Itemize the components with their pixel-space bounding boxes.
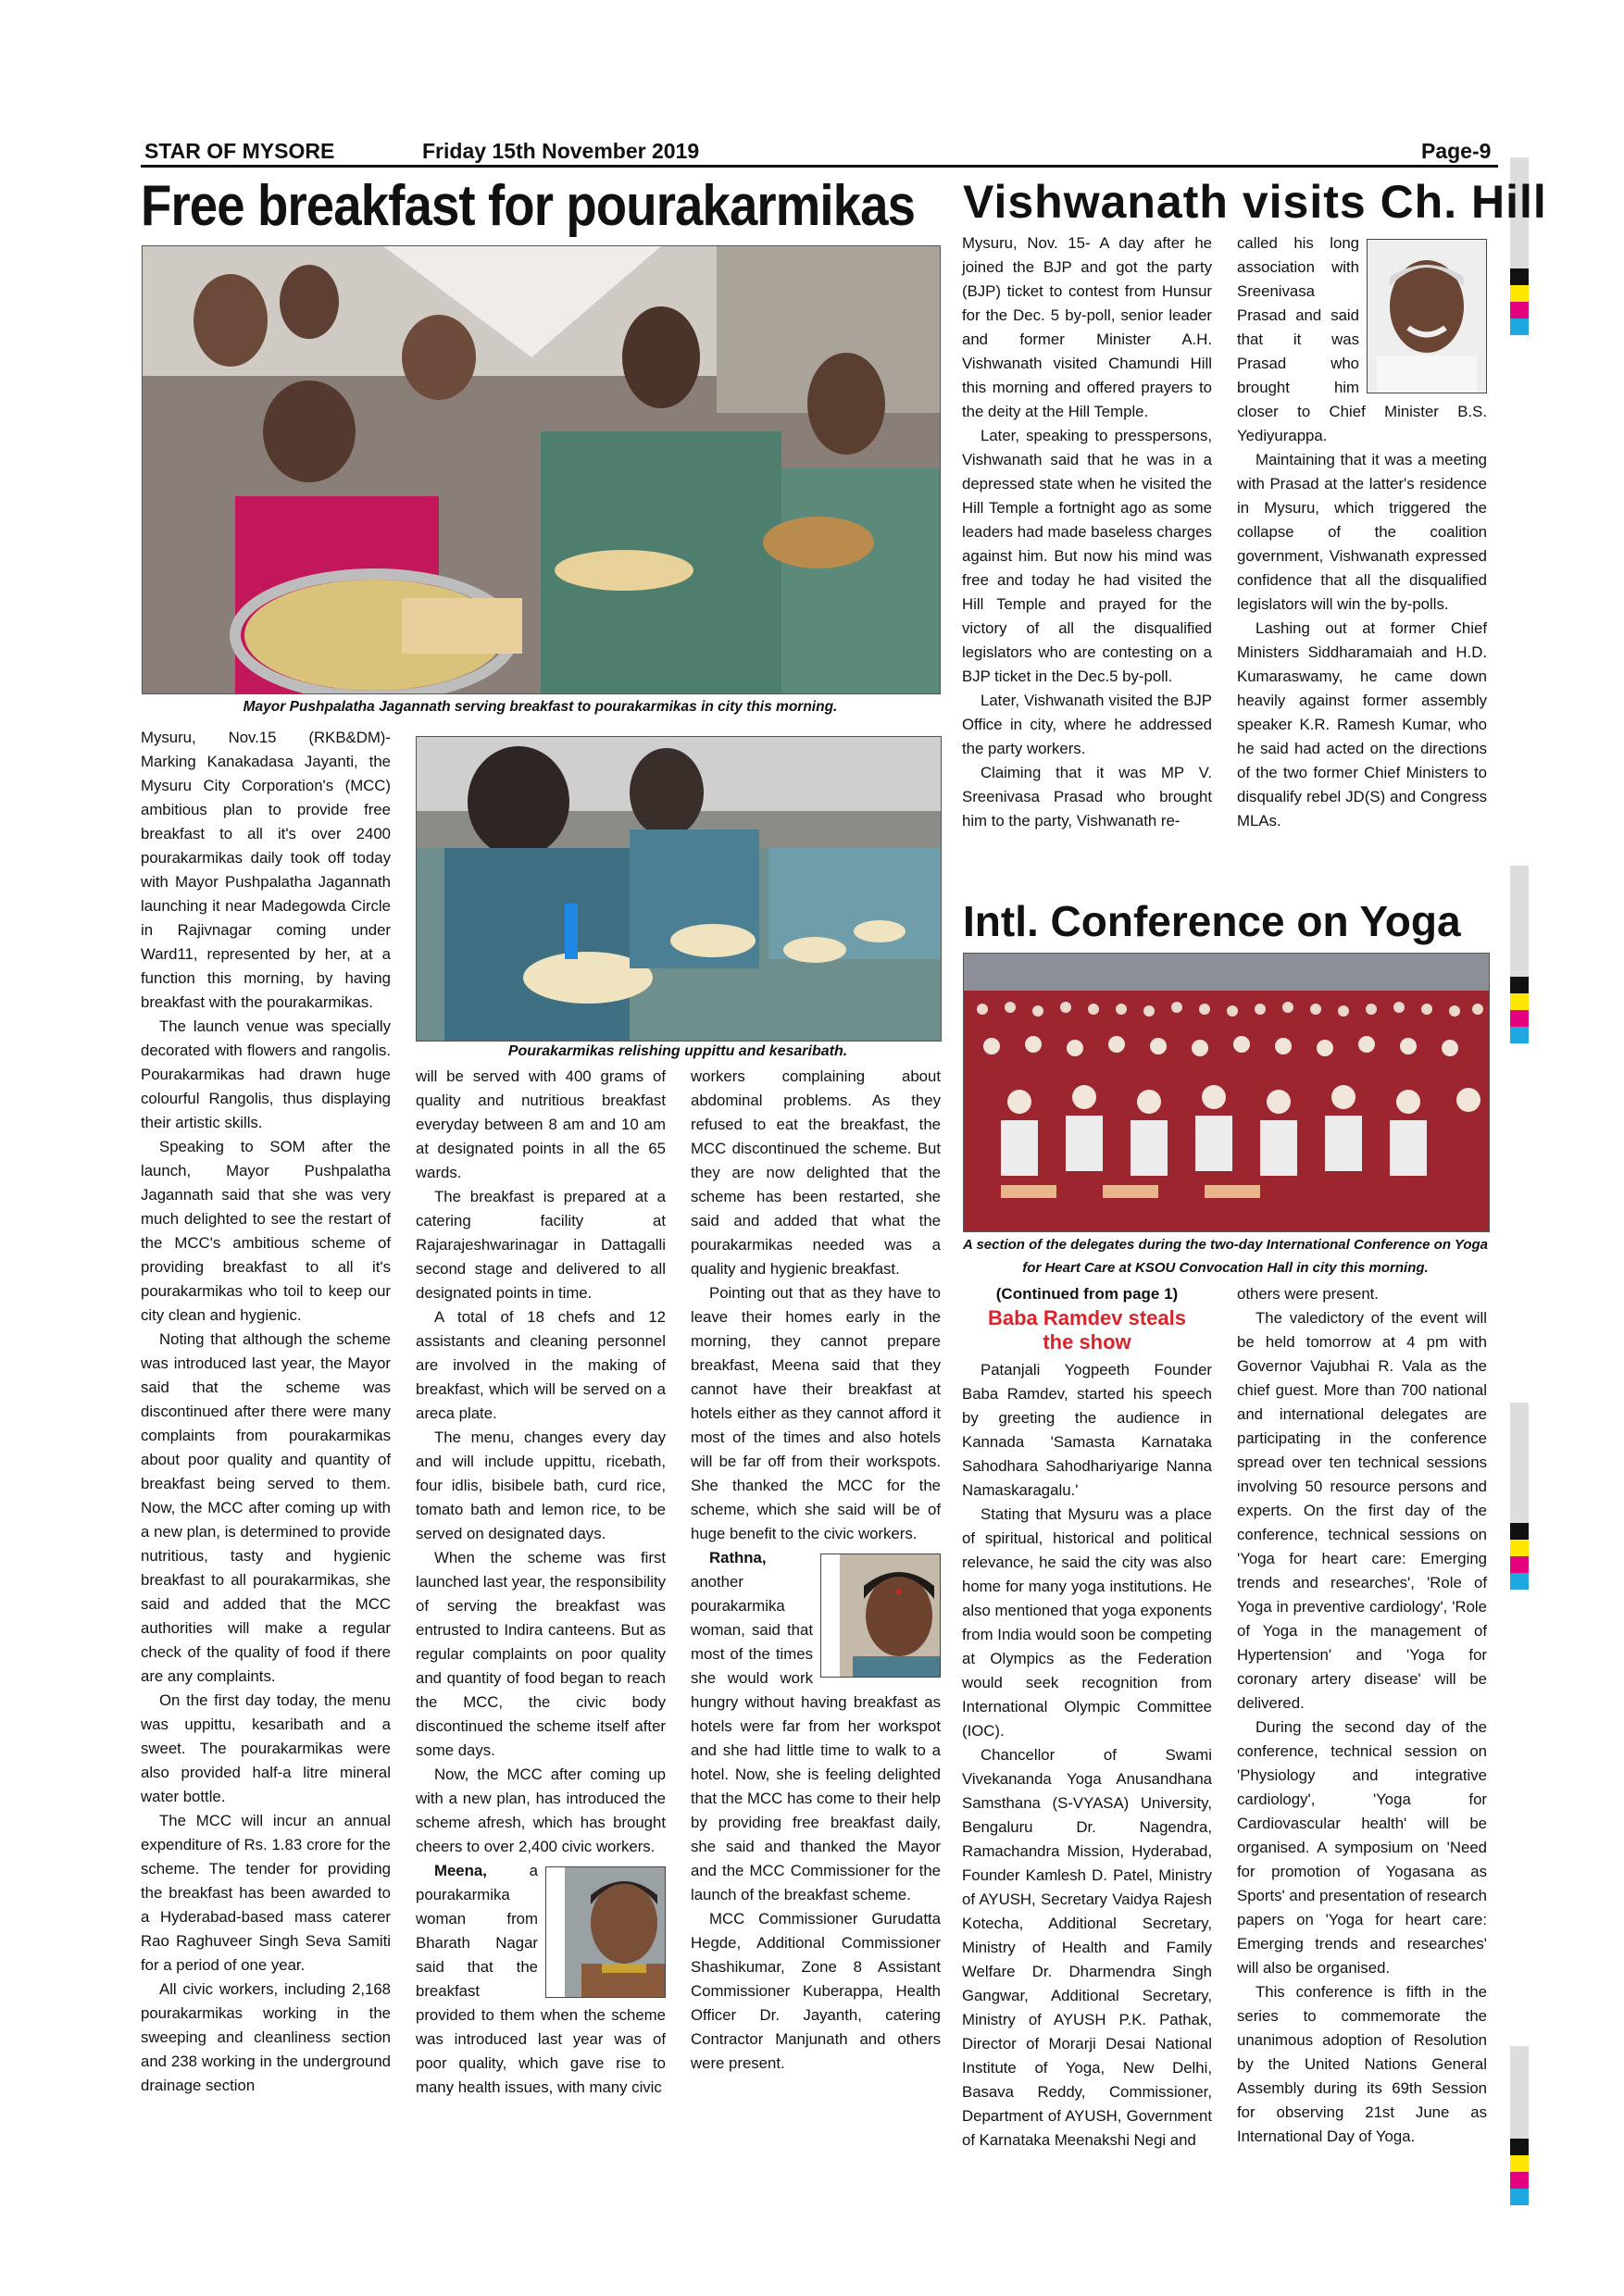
paragraph: Mysuru, Nov. 15- A day after he joined the BJP and got the party (BJP) ticket to contest from Hunsur for the Dec. 5 by-poll, senior leader and former Minister A.H. Vishwanath visited Chamundi Hill this morning and offered prayers to the deity at the Hill Temple. [962,234,1212,420]
meena-portrait [545,1866,666,1998]
rathna-portrait [820,1554,941,1678]
story3-column-2 [1237,1282,1487,2149]
paragraph: will be served with 400 grams of quality and nutritious breakfast everyday between 8 am and 10 am at designated points in all the 65 wards. [416,1067,666,1181]
paragraph: This conference is fifth in the series to commemorate the unanimous adoption of Resolution by the United Nations General Assembly during its 69th Session for observing 21st June as International Day of Yoga. [1237,1983,1487,2145]
registration-bar-bottom [1510,2046,1529,2205]
paragraph: a pourakarmika woman from Bharath Nagar said that the breakfast provided to them when the scheme was introduced last year was of poor quality, which gave rise to many health issues, with many civic [416,1862,666,2096]
paragraph: Later, speaking to presspersons, Vishwanath said that he was in a depressed state when he visited the Hill Temple a fortnight ago as some leaders had made baseless charges against him. But now his mind was free and today he had visited the Hill Temple and prayed for the victory of all the disqualified legislators who are contesting on a BJP ticket in the Dec.5 by-poll. [962,427,1212,685]
paragraph: Later, Vishwanath visited the BJP Office in city, where he addressed the party workers. [962,692,1212,757]
registration-bar-low [1510,1403,1529,1590]
paper-name: STAR OF MYSORE [144,139,335,163]
paragraph: Claiming that it was MP V. Sreenivasa Prasad who brought him to the party, Vishwanath re- [962,764,1212,830]
paragraph: called his long association with Sreenivasa Prasad and said that it was Prasad who brought him closer to Chief Minister B.S. Yediyurappa. [1237,234,1487,444]
caption-part: kesaribath. [768,1043,848,1059]
continued-label: (Continued from page 1) [995,1285,1179,1303]
masthead-rule [141,165,1498,168]
paragraph: During the second day of the conference, technical session on 'Physiology and integrative cardiology', 'Yoga for Cardiovascular health' will be organised. A symposium on 'Need for promotion of Yogasana as Sports' and presentation of research papers on 'Yoga for heart care: Emerging trends and researches' will also be organised. [1237,1718,1487,1977]
caption-part: and [734,1043,769,1059]
paragraph: MCC Commissioner Gurudatta Hegde, Additional Commissioner Shashikumar, Zone 8 Assistant Commissioner Kuberappa, Health Officer Dr. Jayanth, catering Contractor Manjunath and others were present. [691,1910,941,2072]
paragraph: Stating that Mysuru was a place of spiritual, historical and political relevance, he said the city was also home for many yoga institutions. He also mentioned that yoga exponents from India would soon be competing at Olympics as the Federation would seek recognition from International Olympic Committee (IOC). [962,1505,1212,1740]
paragraph: The breakfast is prepared at a catering facility at Rajarajeshwarinagar in Dattagalli second stage and delivered to all designated points in time. [416,1188,666,1302]
paragraph: Speaking to SOM after the launch, Mayor Pushpalatha Jagannath said that she was very much delighted to see the restart of the MCC's ambitious scheme of providing breakfast to all it's pourakarmikas who toil to keep our city clean and hygienic. [141,1138,391,1324]
eating-photo-caption [416,1041,940,1064]
paragraph: Maintaining that it was a meeting with Prasad at the latter's residence in Mysuru, which triggered the collapse of the coalition government, Vishwanath expressed confidence that all the disqualified legislators will win the by-polls. [1237,451,1487,613]
caption-part: Pourakarmikas relishing [507,1043,685,1059]
paragraph: Noting that although the scheme was introduced last year, the Mayor said that the scheme was discontinued after there were many complaints from pourakarmikas about poor quality and quantity of breakfast being served to them. Now, the MCC after coming up with a new plan, is determined to provide nutritious, tasty and hygienic breakfast to all pourakarmikas, she said and added that the MCC authorities will make a regular check of the quality of food if there are any complaints. [141,1330,391,1685]
paragraph: A total of 18 chefs and 12 assistants and cleaning personnel are involved in the making of breakfast, which will be served on a areca plate. [416,1308,666,1422]
story2-column-2 [1237,231,1487,833]
paragraph: Now, the MCC after coming up with a new plan, has introduced the scheme afresh, which has brought cheers to over 2,400 civic workers. [416,1766,666,1855]
name-rathna: Rathna, [709,1549,767,1566]
paragraph: workers complaining about abdominal problems. As they refused to eat the breakfast, the MCC discontinued the scheme. But they are now delighted that the scheme has been restarted, she said and added that what the pourakarmikas needed was a quality and hygienic breakfast. [691,1067,941,1278]
mayor-serving-photo [142,245,941,694]
story1-column-2 [416,1065,666,2100]
paragraph: Patanjali Yogpeeth Founder Baba Ramdev, started his speech by greeting the audience in Kannada 'Samasta Karnataka Sahodhara Sahodhariyarige Nanna Namaskaragalu.' [962,1361,1212,1499]
pourakarmikas-eating-photo [416,736,942,1042]
paragraph: another pourakarmika woman, said that most of the times she would work hungry without having breakfast as hotels were far from her workspot and she had little time to walk to a hotel. Now, she is feeling delighted that the MCC has come to their help by providing free breakfast daily, she said and thanked the Mayor and the MCC Commissioner for the launch of the breakfast scheme. [691,1573,941,1903]
paragraph: Lashing out at former Chief Ministers Siddharamaiah and H.D. Kumaraswamy, he came down heavily against former assembly speaker K.R. Ramesh Kumar, who he said had acted on the directions of the two former Chief Ministers to disqualify rebel JD(S) and Congress MLAs. [1237,619,1487,830]
story2-column-1 [962,231,1212,833]
paragraph: The launch venue was specially decorated with flowers and rangolis. Pourakarmikas had drawn huge colourful Rangolis, thus displaying their artistic skills. [141,1017,391,1131]
paragraph: The MCC will incur an annual expenditure of Rs. 1.83 crore for the scheme. The tender for providing the breakfast has been awarded to a Hyderabad-based mass caterer Rao Raghuveer Singh Seva Samiti for a period of one year. [141,1812,391,1974]
vishwanath-portrait [1367,239,1487,393]
paragraph: Mysuru, Nov.15 (RKB&DM)- Marking Kanakadasa Jayanti, the Mysuru City Corporation's (MCC) ambitious plan to provide free breakfast to all it's over 2400 pourakarmikas daily took off today with Mayor Pushpalatha Jagannath launching it near Madegowda Circle in Rajivnagar coming under Ward11, represented by her, at a function this morning, by having breakfast with the pourakarmikas. [141,729,391,1011]
registration-bar-mid [1510,866,1529,1043]
paragraph: When the scheme was first launched last year, the responsibility of serving the breakfast was entrusted to Indira canteens. But as regular complaints on poor quality and quantity of food began to reach the MCC, the civic body discontinued the scheme itself after some days. [416,1549,666,1759]
story1-headline: Free breakfast for pourakarmikas [141,174,916,238]
story3-headline: Intl. Conference on Yoga [963,897,1461,945]
story1-column-1 [141,726,391,2098]
issue-date: Friday 15th November 2019 [422,139,700,163]
yoga-conference-photo [963,953,1490,1232]
story1-column-3 [691,1065,941,2076]
caption-part: uppittu [684,1043,735,1059]
story3-column-1 [962,1282,1212,2152]
yoga-photo-caption: A section of the delegates during the two-day International Conference on Yoga for Heart Care at KSOU Convocation Hall in city this morning. [963,1237,1489,1276]
page-number: Page-9 [1421,139,1492,163]
paragraph: others were present. [1237,1285,1379,1303]
paragraph: On the first day today, the menu was uppittu, kesaribath and a sweet. The pourakarmikas were also provided half-a litre mineral water bottle. [141,1691,391,1805]
paragraph: All civic workers, including 2,168 pourakarmikas working in the sweeping and cleanliness section and 238 working in the underground drainage section [141,1980,391,2094]
paragraph: The menu, changes every day and will include uppittu, ricebath, four idlis, bisibele bath, curd rice, tomato bath and lemon rice, to be served on designated days. [416,1429,666,1542]
paragraph: Pointing out that as they have to leave their homes early in the morning, they cannot prepare breakfast, Meena said that they cannot have their breakfast at hotels either as they cannot afford it most of the times and also hotels will be far off from their workspots. She thanked the MCC for the scheme, which she said will be of huge benefit to the civic workers. [691,1284,941,1542]
story2-headline: Vishwanath visits Ch. Hill [963,176,1547,228]
paragraph: Chancellor of Swami Vivekananda Yoga Anusandhana Samsthana (S-VYASA) University, Bengaluru Dr. Nagendra, Ramachandra Mission, Hyderabad, Founder Kamlesh D. Patel, Ministry of AYUSH, Secretary Vaidya Rajesh Kotecha, Additional Secretary, Ministry of Health and Family Welfare Dr. Dharmendra Singh Gangwar, Additional Secretary, Ministry of AYUSH P.K. Pathak, Director of Morarji Desai National Institute of Yoga, New Delhi, Basava Reddy, Commissioner, Department of AYUSH, Government of Karnataka Meenakshi Negi and [962,1746,1212,2149]
paragraph: The valedictory of the event will be held tomorrow at 4 pm with Governor Vajubhai R. Vala as the chief guest. More than 700 national and international delegates are participating in the conference spread over ten technical sessions involving 50 resource persons and experts. On the first day of the conference, technical sessions on 'Yoga for heart care: Emerging trends and researches', 'Role of Yoga in preventive cardiology', 'Role of Yoga in the management of Hypertension' and 'Yoga for coronary artery disease' will be delivered. [1237,1309,1487,1712]
name-meena: Meena, [434,1862,487,1879]
mayor-photo-caption: Mayor Pushpalatha Jagannath serving breakfast to pourakarmikas in city this morning. [243,699,838,715]
story3-subhead: Baba Ramdev steals the show [988,1306,1186,1354]
